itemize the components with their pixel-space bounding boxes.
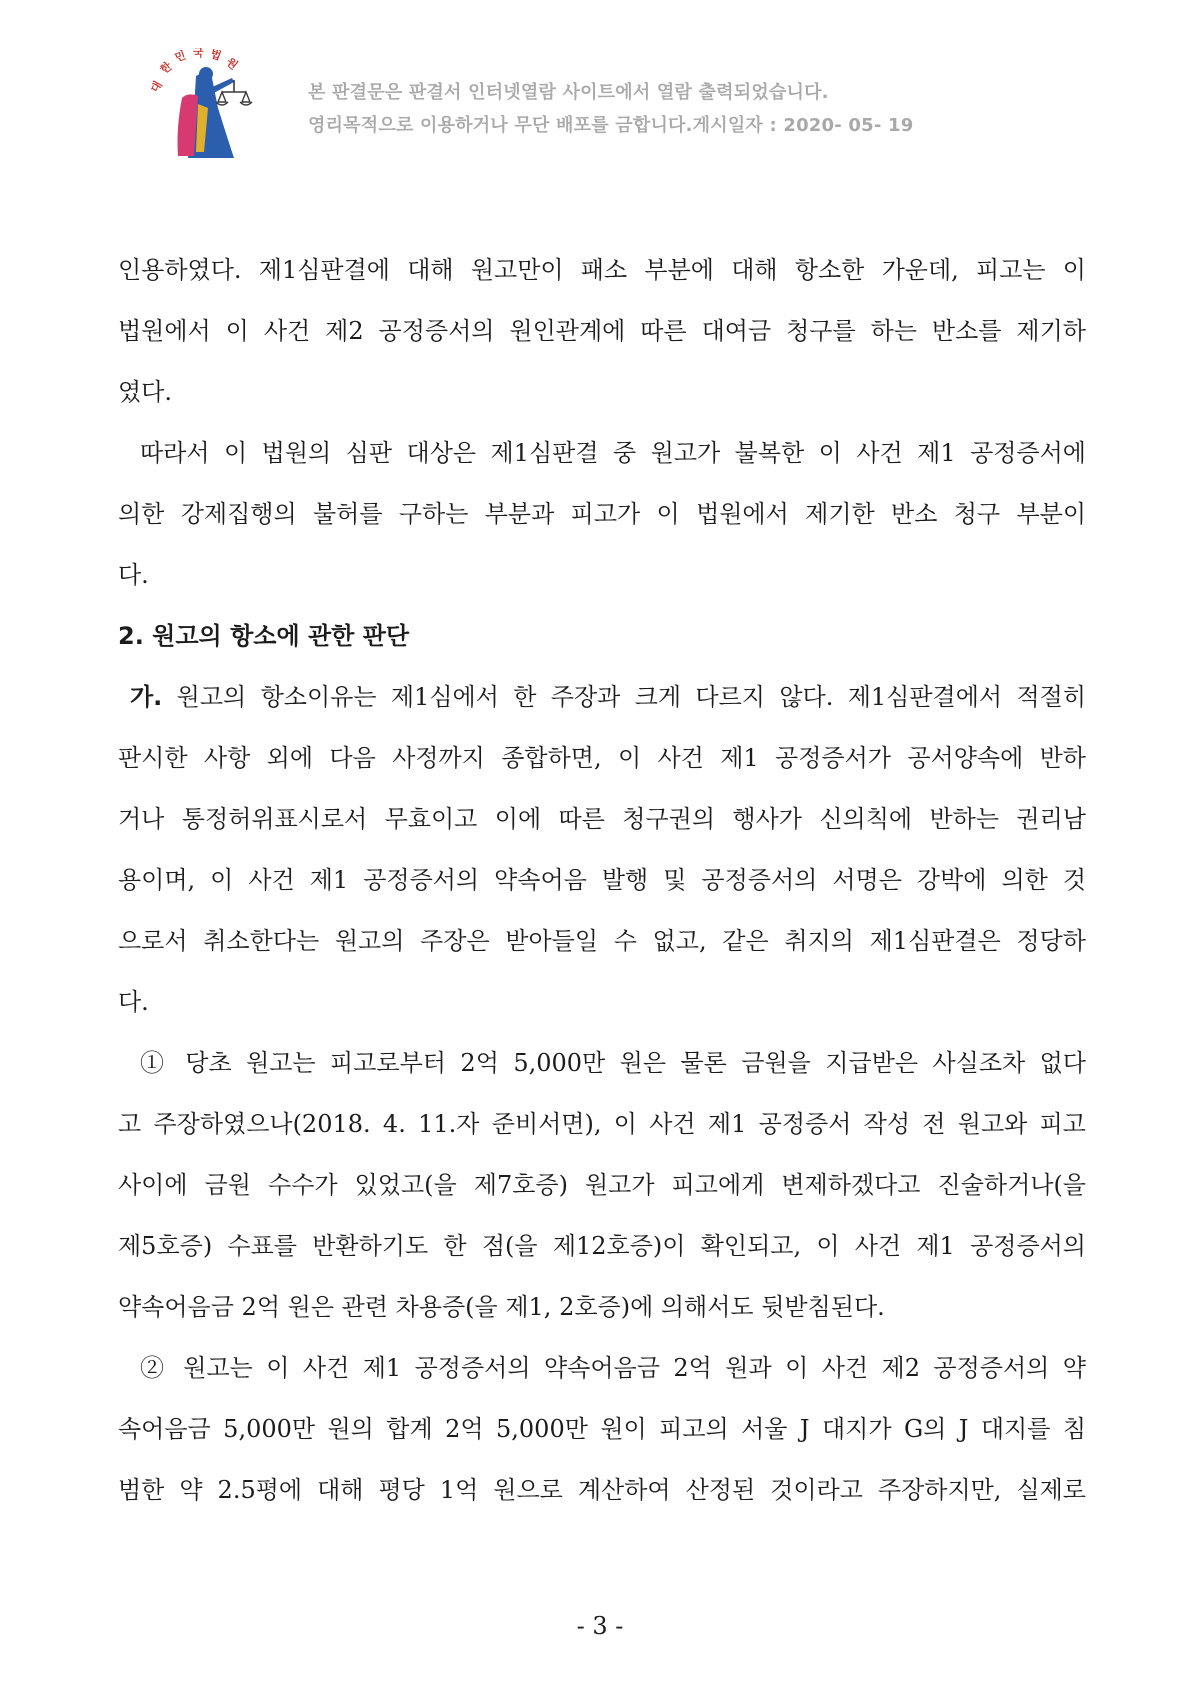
svg-text:대: 대 [148, 78, 165, 95]
text-line: 인용하였다. 제1심판결에 대해 원고만이 패소 부분에 대해 항소한 가운데, 피고는 이 [118, 256, 1086, 284]
text-line: 의한 강제집행의 불허를 구하는 부분과 피고가 이 법원에서 제기한 반소 청구 부분이 [118, 500, 1086, 528]
text-line: 으로서 취소한다는 원고의 주장은 받아들일 수 없고, 같은 취지의 제1심판결은 정당하 [118, 927, 1086, 955]
section-heading: 2. 원고의 항소에 관한 판단 [118, 622, 410, 650]
text-line: 판시한 사항 외에 다음 사정까지 종합하면, 이 사건 제1 공정증서가 공서양속에 반하 [118, 744, 1086, 772]
watermark-line-1: 본 판결문은 판결서 인터넷열람 사이트에서 열람 출력되었습니다. [308, 82, 829, 103]
paragraph-5 [118, 1338, 1086, 1521]
page-number: - 3 - [576, 1612, 624, 1640]
item-marker: 가. [130, 683, 163, 711]
svg-text:법: 법 [208, 48, 223, 63]
text-line: 거나 통정허위표시로서 무효이고 이에 따른 청구권의 행사가 신의칙에 반하는 권리남 [118, 805, 1086, 833]
judgment-body [118, 240, 1086, 1521]
text-line: 용이며, 이 사건 제1 공정증서의 약속어음 발행 및 공정증서의 서명은 강박에 의한 것 [118, 866, 1086, 894]
text-span: 원고의 항소이유는 제1심에서 한 주장과 크게 다르지 않다. 제1심판결에서 적절히 [162, 683, 1086, 711]
watermark-notice [308, 76, 913, 142]
text-line: 범한 약 2.5평에 대해 평당 1억 원으로 계산하여 산정된 것이라고 주장하지만, 실제로 [118, 1476, 1086, 1504]
paragraph-3 [118, 667, 1086, 1033]
text-line: 였다. [118, 378, 172, 406]
svg-text:국: 국 [193, 48, 204, 59]
text-line: 약속어음금 2억 원은 관련 차용증(을 제1, 2호증)에 의해서도 뒷받침된다. [118, 1293, 885, 1321]
watermark-line-2: 영리목적으로 이용하거나 무단 배포를 금합니다.게시일자 : 2020- 05- 19 [308, 115, 914, 136]
text-line: 제5호증) 수표를 반환하기도 한 점(을 제12호증)이 확인되고, 이 사건 제1 공정증서의 [118, 1232, 1086, 1260]
court-seal-logo [148, 48, 266, 164]
svg-text:민: 민 [173, 48, 188, 65]
paragraph-4 [118, 1033, 1086, 1338]
text-line: 속어음금 5,000만 원의 합계 2억 5,000만 원이 피고의 서울 J 대지가 G의 J 대지를 침 [118, 1415, 1086, 1443]
svg-text:원: 원 [223, 55, 241, 73]
text-line: ② 원고는 이 사건 제1 공정증서의 약속어음금 2억 원과 이 사건 제2 공정증서의 약 [140, 1354, 1086, 1382]
court-seal-icon [148, 48, 266, 164]
text-line: 다. [118, 561, 149, 589]
text-line: 법원에서 이 사건 제2 공정증서의 원인관계에 따른 대여금 청구를 하는 반소를 제기하 [118, 317, 1086, 345]
text-line [118, 667, 1086, 728]
text-line: 다. [118, 988, 149, 1016]
paragraph-2 [118, 423, 1086, 606]
svg-text:한: 한 [157, 59, 175, 77]
text-line: 고 주장하였으나(2018. 4. 11.자 준비서면), 이 사건 제1 공정증서 작성 전 원고와 피고 [118, 1110, 1086, 1138]
text-line: 사이에 금원 수수가 있었고(을 제7호증) 원고가 피고에게 변제하겠다고 진술하거나(을 [118, 1171, 1086, 1199]
text-line: ① 당초 원고는 피고로부터 2억 5,000만 원은 물론 금원을 지급받은 사실조차 없다 [140, 1049, 1086, 1077]
paragraph-1 [118, 240, 1086, 423]
text-line: 따라서 이 법원의 심판 대상은 제1심판결 중 원고가 불복한 이 사건 제1 공정증서에 [140, 439, 1086, 467]
